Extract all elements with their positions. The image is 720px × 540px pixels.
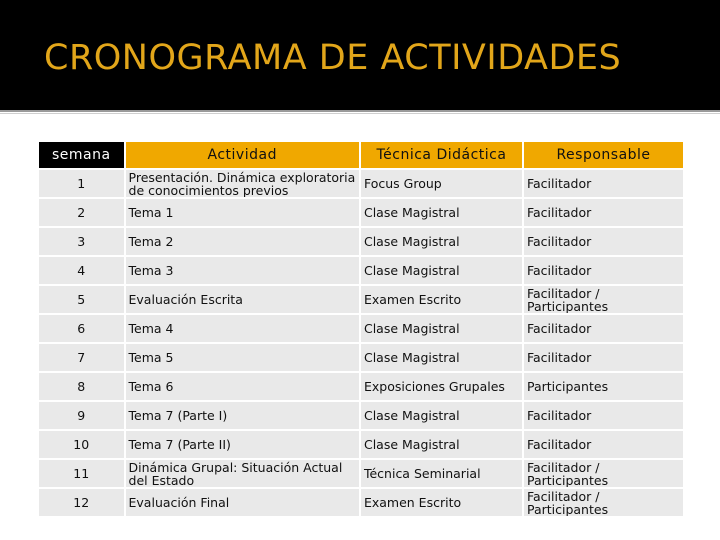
cell-semana: 6: [39, 315, 124, 342]
page-title: CRONOGRAMA DE ACTIVIDADES: [44, 38, 622, 78]
table-row: [39, 431, 683, 458]
cell-semana: 9: [39, 402, 124, 429]
cell-responsable: Facilitador: [524, 228, 683, 255]
cell-semana: 7: [39, 344, 124, 371]
schedule-table: [37, 140, 685, 518]
cell-responsable: Facilitador: [524, 315, 683, 342]
cell-tecnica: Clase Magistral: [361, 257, 522, 284]
cell-semana: 4: [39, 257, 124, 284]
table-row: [39, 344, 683, 371]
cell-tecnica: Examen Escrito: [361, 489, 522, 516]
cell-responsable: Facilitador: [524, 257, 683, 284]
cell-responsable: Facilitador / Participantes: [524, 489, 683, 516]
table-row: [39, 315, 683, 342]
cell-actividad: Tema 1: [126, 199, 359, 226]
cell-tecnica: Clase Magistral: [361, 199, 522, 226]
cell-tecnica: Técnica Seminarial: [361, 460, 522, 487]
cell-responsable: Participantes: [524, 373, 683, 400]
cell-semana: 2: [39, 199, 124, 226]
table-row: [39, 373, 683, 400]
cell-tecnica: Clase Magistral: [361, 431, 522, 458]
divider-thin: [0, 113, 720, 114]
cell-responsable: Facilitador: [524, 402, 683, 429]
header-tecnica: Técnica Didáctica: [361, 142, 522, 168]
cell-semana: 5: [39, 286, 124, 313]
header-semana: semana: [39, 142, 124, 168]
cell-actividad: Presentación. Dinámica exploratoria de conocimientos previos: [126, 170, 359, 197]
cell-tecnica: Clase Magistral: [361, 315, 522, 342]
cell-semana: 8: [39, 373, 124, 400]
cell-tecnica: Clase Magistral: [361, 402, 522, 429]
cell-responsable: Facilitador: [524, 170, 683, 197]
cell-semana: 3: [39, 228, 124, 255]
cell-actividad: Tema 3: [126, 257, 359, 284]
cell-semana: 11: [39, 460, 124, 487]
cell-tecnica: Exposiciones Grupales: [361, 373, 522, 400]
cell-actividad: Evaluación Escrita: [126, 286, 359, 313]
cell-actividad: Tema 2: [126, 228, 359, 255]
cell-actividad: Dinámica Grupal: Situación Actual del Estado: [126, 460, 359, 487]
table-row: [39, 460, 683, 487]
cell-semana: 10: [39, 431, 124, 458]
table-row: [39, 402, 683, 429]
cell-responsable: Facilitador / Participantes: [524, 460, 683, 487]
table-row: [39, 228, 683, 255]
cell-responsable: Facilitador: [524, 199, 683, 226]
table-row: [39, 257, 683, 284]
cell-actividad: Tema 7 (Parte I): [126, 402, 359, 429]
cell-tecnica: Clase Magistral: [361, 344, 522, 371]
cell-responsable: Facilitador: [524, 431, 683, 458]
cell-actividad: Evaluación Final: [126, 489, 359, 516]
table-row: [39, 170, 683, 197]
cell-actividad: Tema 4: [126, 315, 359, 342]
table-row: [39, 199, 683, 226]
cell-tecnica: Clase Magistral: [361, 228, 522, 255]
title-bar: [0, 0, 720, 110]
cell-actividad: Tema 6: [126, 373, 359, 400]
table-row: [39, 489, 683, 516]
header-row: [39, 142, 683, 168]
cell-tecnica: Examen Escrito: [361, 286, 522, 313]
header-responsable: Responsable: [524, 142, 683, 168]
header-actividad: Actividad: [126, 142, 359, 168]
cell-responsable: Facilitador / Participantes: [524, 286, 683, 313]
cell-actividad: Tema 7 (Parte II): [126, 431, 359, 458]
table-row: [39, 286, 683, 313]
cell-semana: 12: [39, 489, 124, 516]
cell-semana: 1: [39, 170, 124, 197]
cell-responsable: Facilitador: [524, 344, 683, 371]
cell-tecnica: Focus Group: [361, 170, 522, 197]
divider: [0, 110, 720, 112]
cell-actividad: Tema 5: [126, 344, 359, 371]
